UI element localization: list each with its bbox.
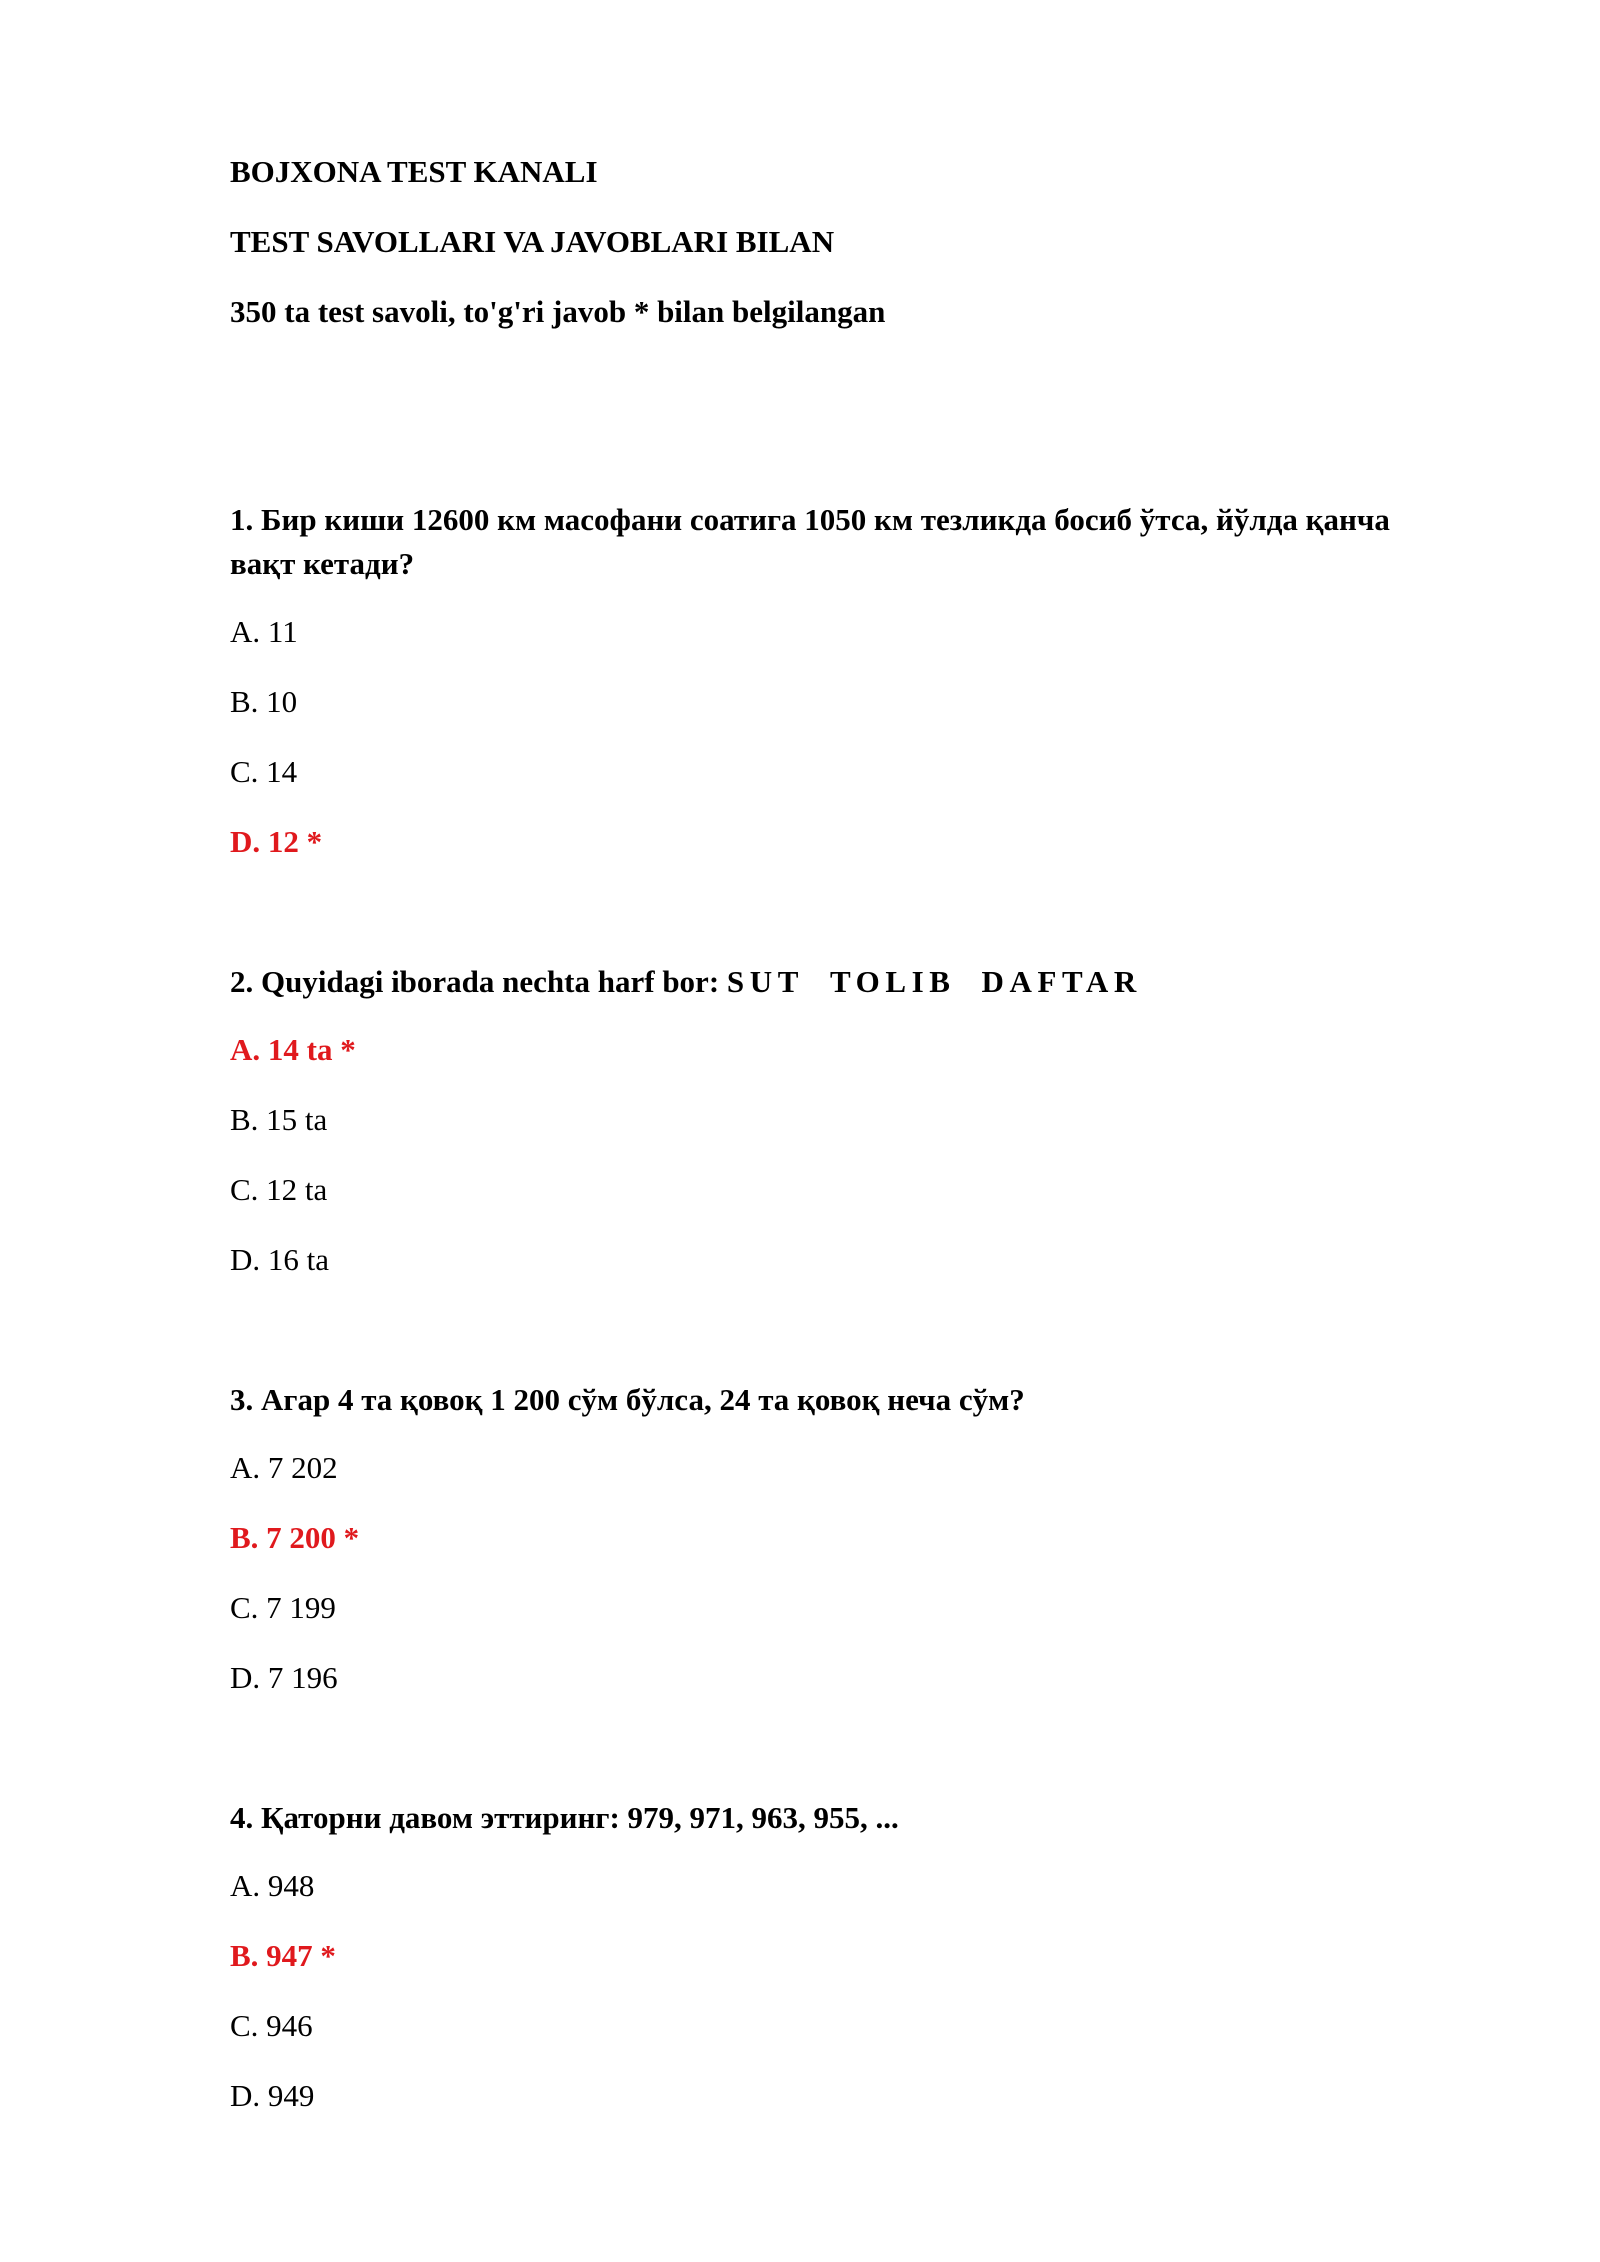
question-2-prompt: 2. Quyidagi iborada nechta harf bor: bbox=[230, 964, 727, 999]
question-1-option-a: A. 11 bbox=[230, 614, 298, 649]
question-4-option-a: A. 948 bbox=[230, 1868, 315, 1903]
question-2-text bbox=[230, 960, 1460, 1004]
question-2-option-b: B. 15 ta bbox=[230, 1102, 328, 1137]
question-3-option-c: C. 7 199 bbox=[230, 1590, 336, 1625]
document-subtitle: TEST SAVOLLARI VA JAVOBLARI BILAN bbox=[230, 224, 835, 259]
question-1-option-d-correct: D. 12 * bbox=[230, 824, 323, 859]
channel-title: BOJXONA TEST KANALI bbox=[230, 154, 598, 189]
question-2-option-c: C. 12 ta bbox=[230, 1172, 328, 1207]
question-4-text: 4. Қаторни давом эттиринг: 979, 971, 963, 955, ... bbox=[230, 1800, 899, 1835]
question-3-text: 3. Агар 4 та қовоқ 1 200 сўм бўлса, 24 та қовоқ неча сўм? bbox=[230, 1382, 1025, 1417]
question-1-option-b: B. 10 bbox=[230, 684, 298, 719]
question-1-text: 1. Бир киши 12600 км масофани соатига 1050 км тезликда босиб ўтса, йўлда қанча вақт кетади? bbox=[230, 502, 1390, 581]
question-2-word-1: SUT bbox=[726, 964, 804, 999]
question-2-word-3: DAFTAR bbox=[981, 964, 1142, 999]
document-description: 350 ta test savoli, to'g'ri javob * bilan belgilangan bbox=[230, 294, 886, 329]
question-4-option-c: C. 946 bbox=[230, 2008, 313, 2043]
question-3-option-a: A. 7 202 bbox=[230, 1450, 338, 1485]
question-4-option-d: D. 949 bbox=[230, 2078, 315, 2113]
question-2-option-d: D. 16 ta bbox=[230, 1242, 330, 1277]
question-3-option-d: D. 7 196 bbox=[230, 1660, 338, 1695]
question-3-option-b-correct: B. 7 200 * bbox=[230, 1520, 360, 1555]
question-2-option-a-correct: A. 14 ta * bbox=[230, 1032, 356, 1067]
question-4-option-b-correct: B. 947 * bbox=[230, 1938, 336, 1973]
question-2-word-2: TOLIB bbox=[829, 964, 956, 999]
question-1-option-c: C. 14 bbox=[230, 754, 298, 789]
